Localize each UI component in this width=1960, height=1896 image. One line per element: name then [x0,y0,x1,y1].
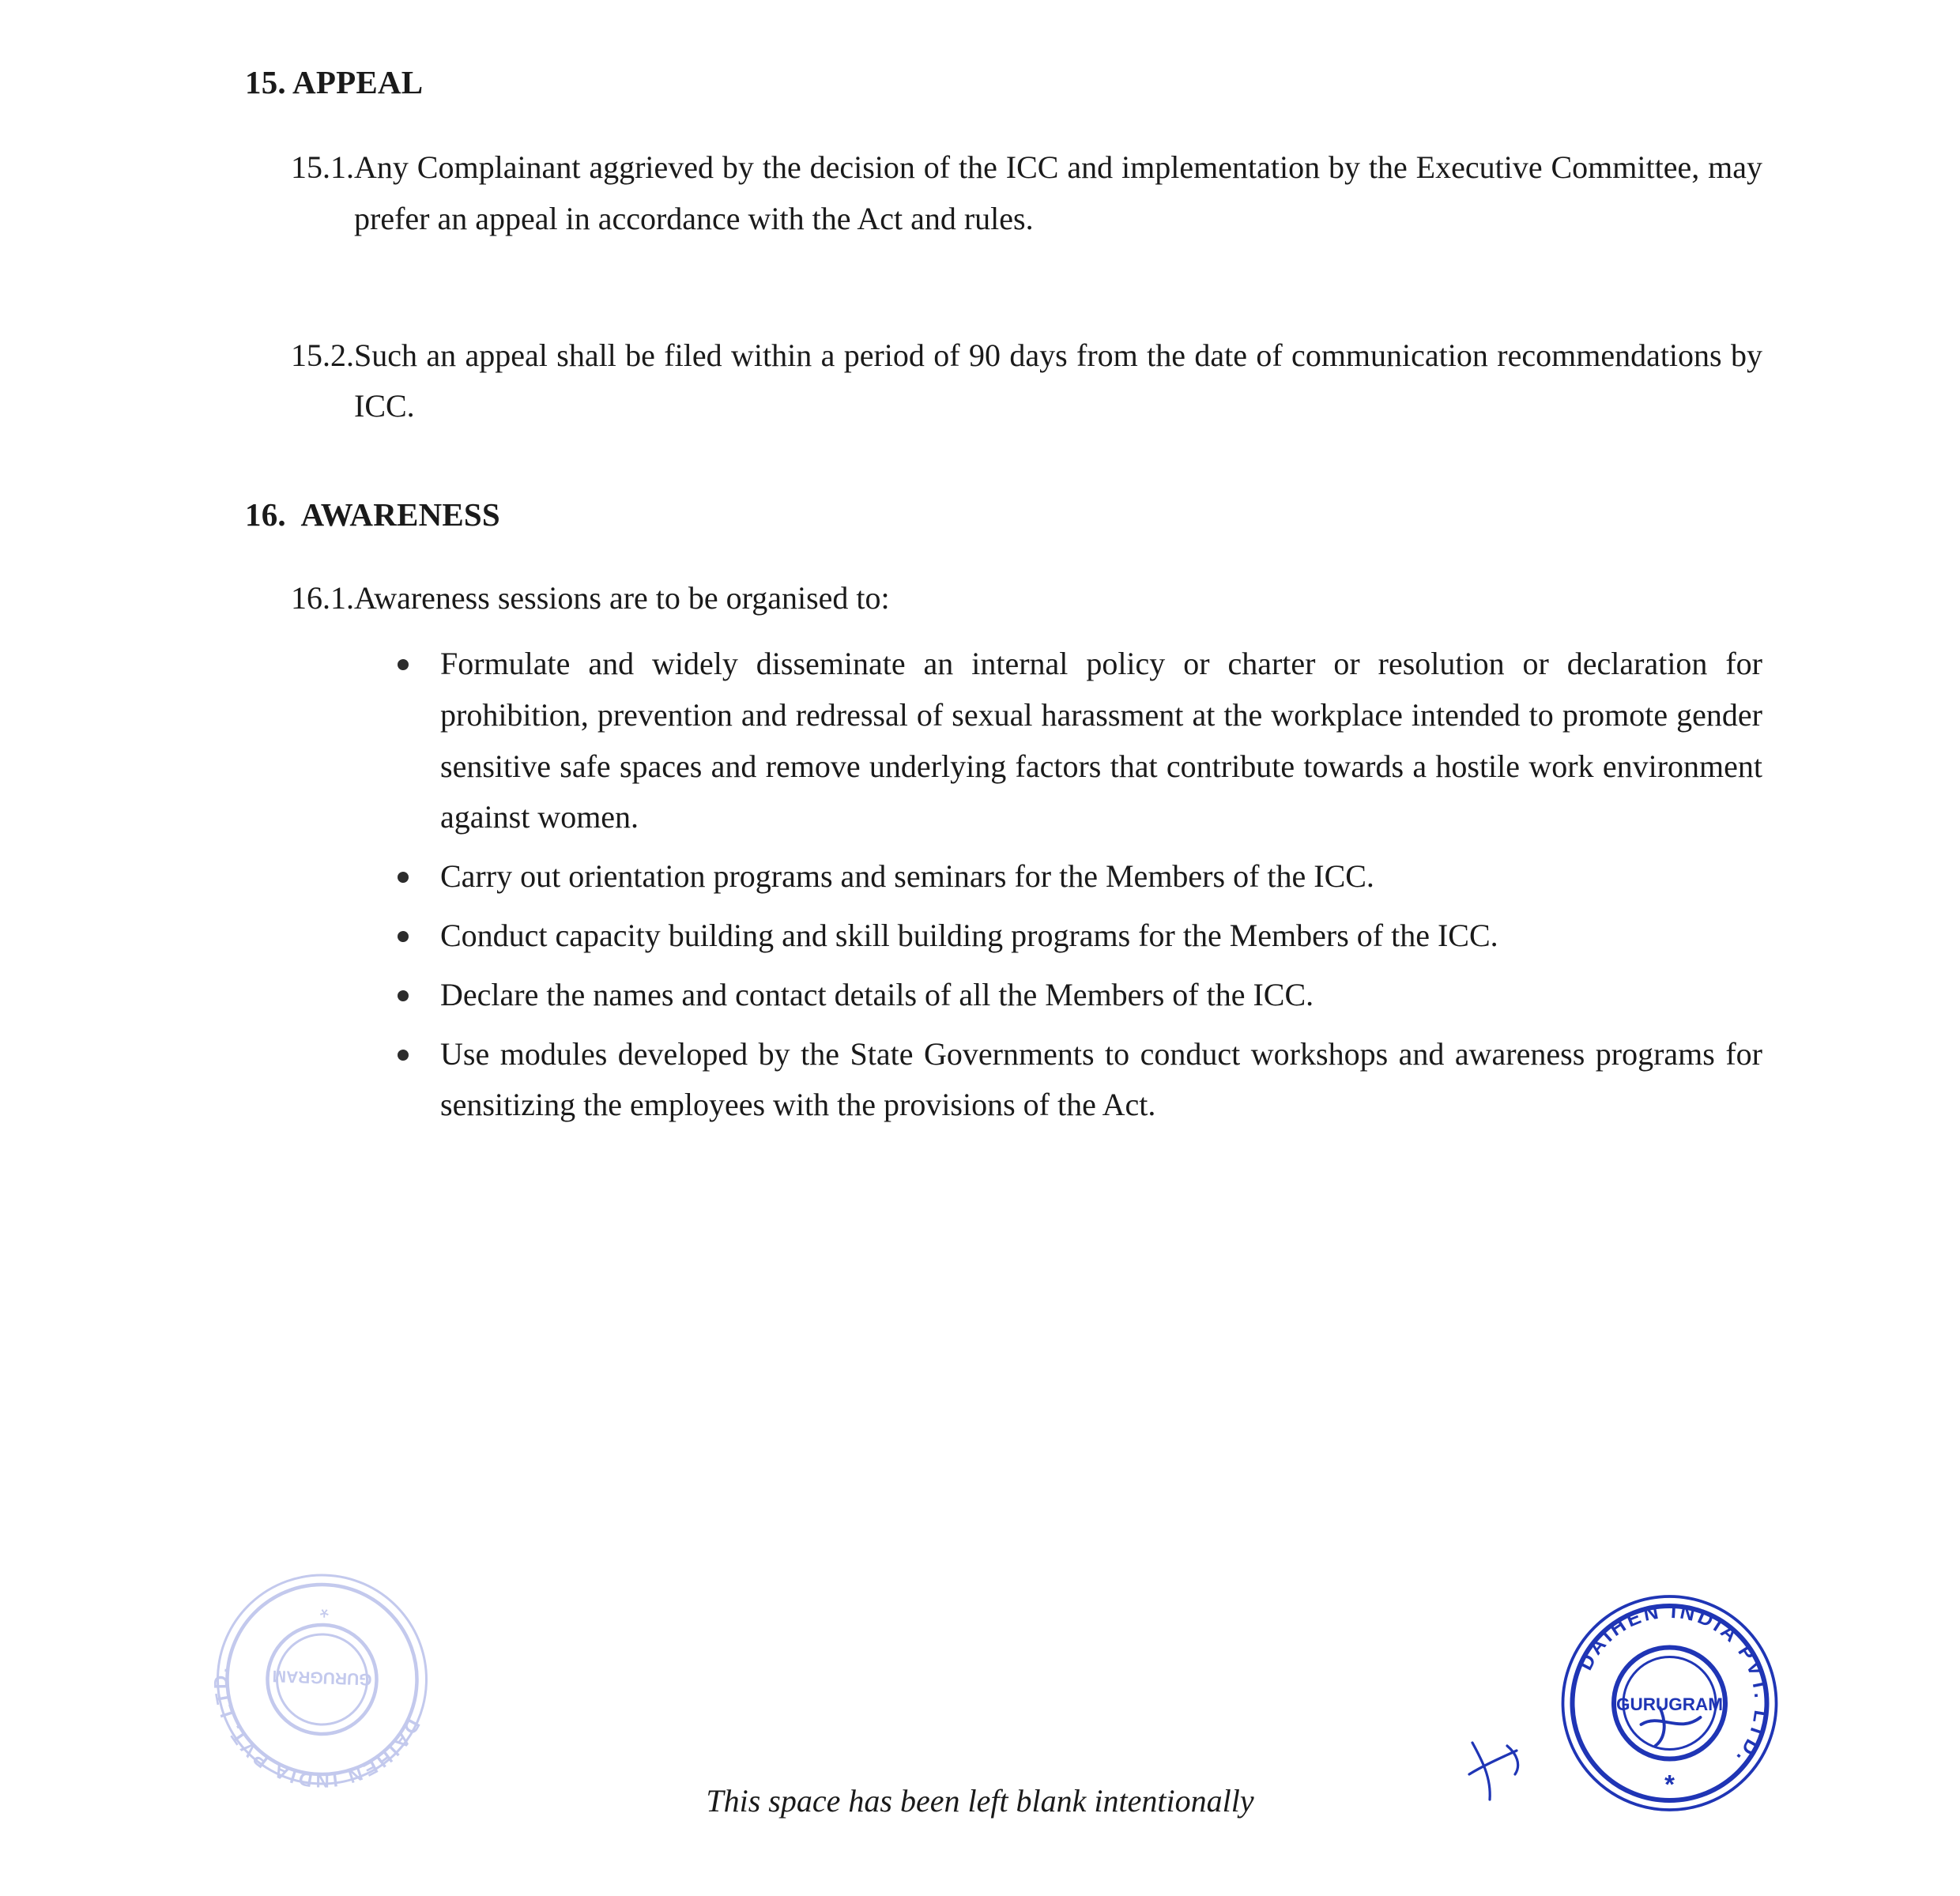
clause-15-2 [245,330,1762,433]
list-item: Use modules developed by the State Governments to conduct workshops and awareness programs for sensitizing the employees with the provisions of the Act. [383,1029,1762,1132]
section-heading-appeal: 15. APPEAL [245,64,424,100]
signature-mark [1458,1727,1553,1814]
clause-number: 15.2. [291,337,354,373]
company-seal-icon [1549,1585,1790,1822]
clause-16-1 [245,573,1762,624]
section-heading-awareness: 16. AWARENESS [245,496,500,533]
company-seal-ghost-icon [198,1557,447,1802]
clause-number: 15.1. [291,149,354,185]
clause-text: Such an appeal shall be filed within a period of 90 days from the date of communication recommendations by ICC. [354,337,1762,424]
clause-number: 16.1. [291,580,354,616]
list-item: Conduct capacity building and skill building programs for the Members of the ICC. [383,910,1762,962]
clause-text: Any Complainant aggrieved by the decision of the ICC and implementation by the Executive Committee, may prefer an appeal in accordance with the Act and rules. [354,149,1762,236]
svg-text:GURUGRAM: GURUGRAM [272,1666,372,1689]
list-item: Carry out orientation programs and seminars for the Members of the ICC. [383,851,1762,903]
list-item: Declare the names and contact details of all the Members of the ICC. [383,970,1762,1021]
document-body [245,47,1762,1139]
svg-text:GURUGRAM: GURUGRAM [1616,1694,1723,1714]
svg-text:*: * [1664,1770,1675,1799]
svg-text:*: * [319,1595,330,1623]
svg-text:DAIHEN INDIA PVT. LTD.: DAIHEN INDIA PVT. LTD. [210,1664,424,1792]
clause-15-1 [245,142,1762,245]
list-item: Formulate and widely disseminate an internal policy or charter or resolution or declaration for prohibition, prevention and redressal of sexual harassment at the workplace intended to promote gender sensitive safe spaces and remove underlying factors that contribute towards a hostile work environment against women. [383,639,1762,843]
clause-text: Awareness sessions are to be organised to: [354,580,890,616]
svg-text:DAIHEN INDIA PVT. LTD.: DAIHEN INDIA PVT. LTD. [1574,1600,1773,1770]
awareness-bullet-list [245,639,1762,1131]
footer-note: This space has been left blank intentionally [706,1783,1254,1819]
